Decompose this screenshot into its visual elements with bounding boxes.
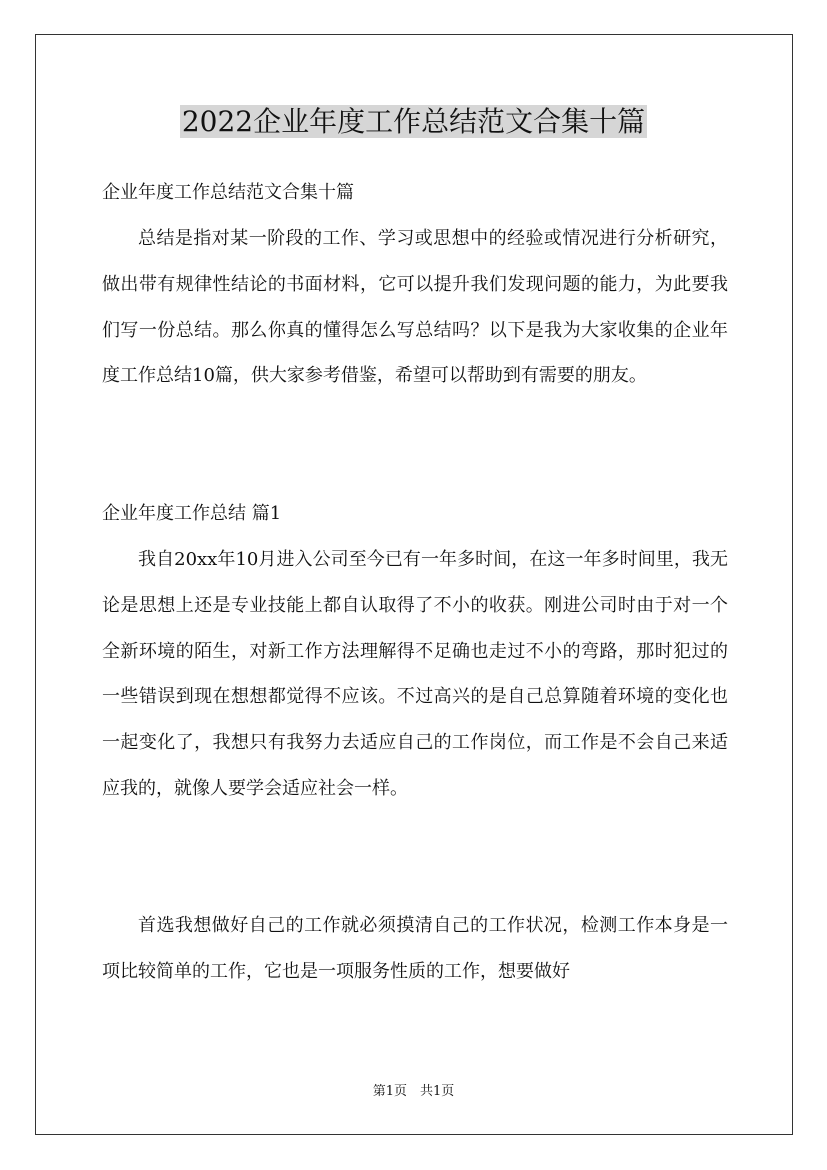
document-title [0, 100, 827, 144]
body-paragraph: 我自20xx年10月进入公司至今已有一年多时间，在这一年多时间里，我无论是思想上还是专业技能上都自认取得了不小的收获。刚进公司时由于对一个全新环境的陌生，对新工作方法理解得不足确也走过不小的弯路，那时犯过的一些错误到现在想想都觉得不应该。不过高兴的是自己总算随着环境的变化也一起变化了，我想只有我努力去适应自己的工作岗位，而工作是不会自己来适应我的，就像人要学会适应社会一样。 [102, 549, 728, 799]
intro-paragraph: 总结是指对某一阶段的工作、学习或思想中的经验或情况进行分析研究，做出带有规律性结论的书面材料，它可以提升我们发现问题的能力，为此要我们写一份总结。那么你真的懂得怎么写总结吗？以下是我为大家收集的企业年度工作总结10篇，供大家参考借鉴，希望可以帮助到有需要的朋友。 [102, 228, 728, 387]
body-paragraph: 首选我想做好自己的工作就必须摸清自己的工作状况，检测工作本身是一项比较简单的工作，它也是一项服务性质的工作，想要做好 [102, 915, 728, 982]
page-footer: 第1页 共1页 [372, 1084, 455, 1099]
document-title-text: 2022企业年度工作总结范文合集十篇 [181, 105, 646, 138]
document-subtitle: 企业年度工作总结范文合集十篇 [102, 182, 354, 203]
section-heading: 企业年度工作总结 篇1 [102, 503, 282, 524]
